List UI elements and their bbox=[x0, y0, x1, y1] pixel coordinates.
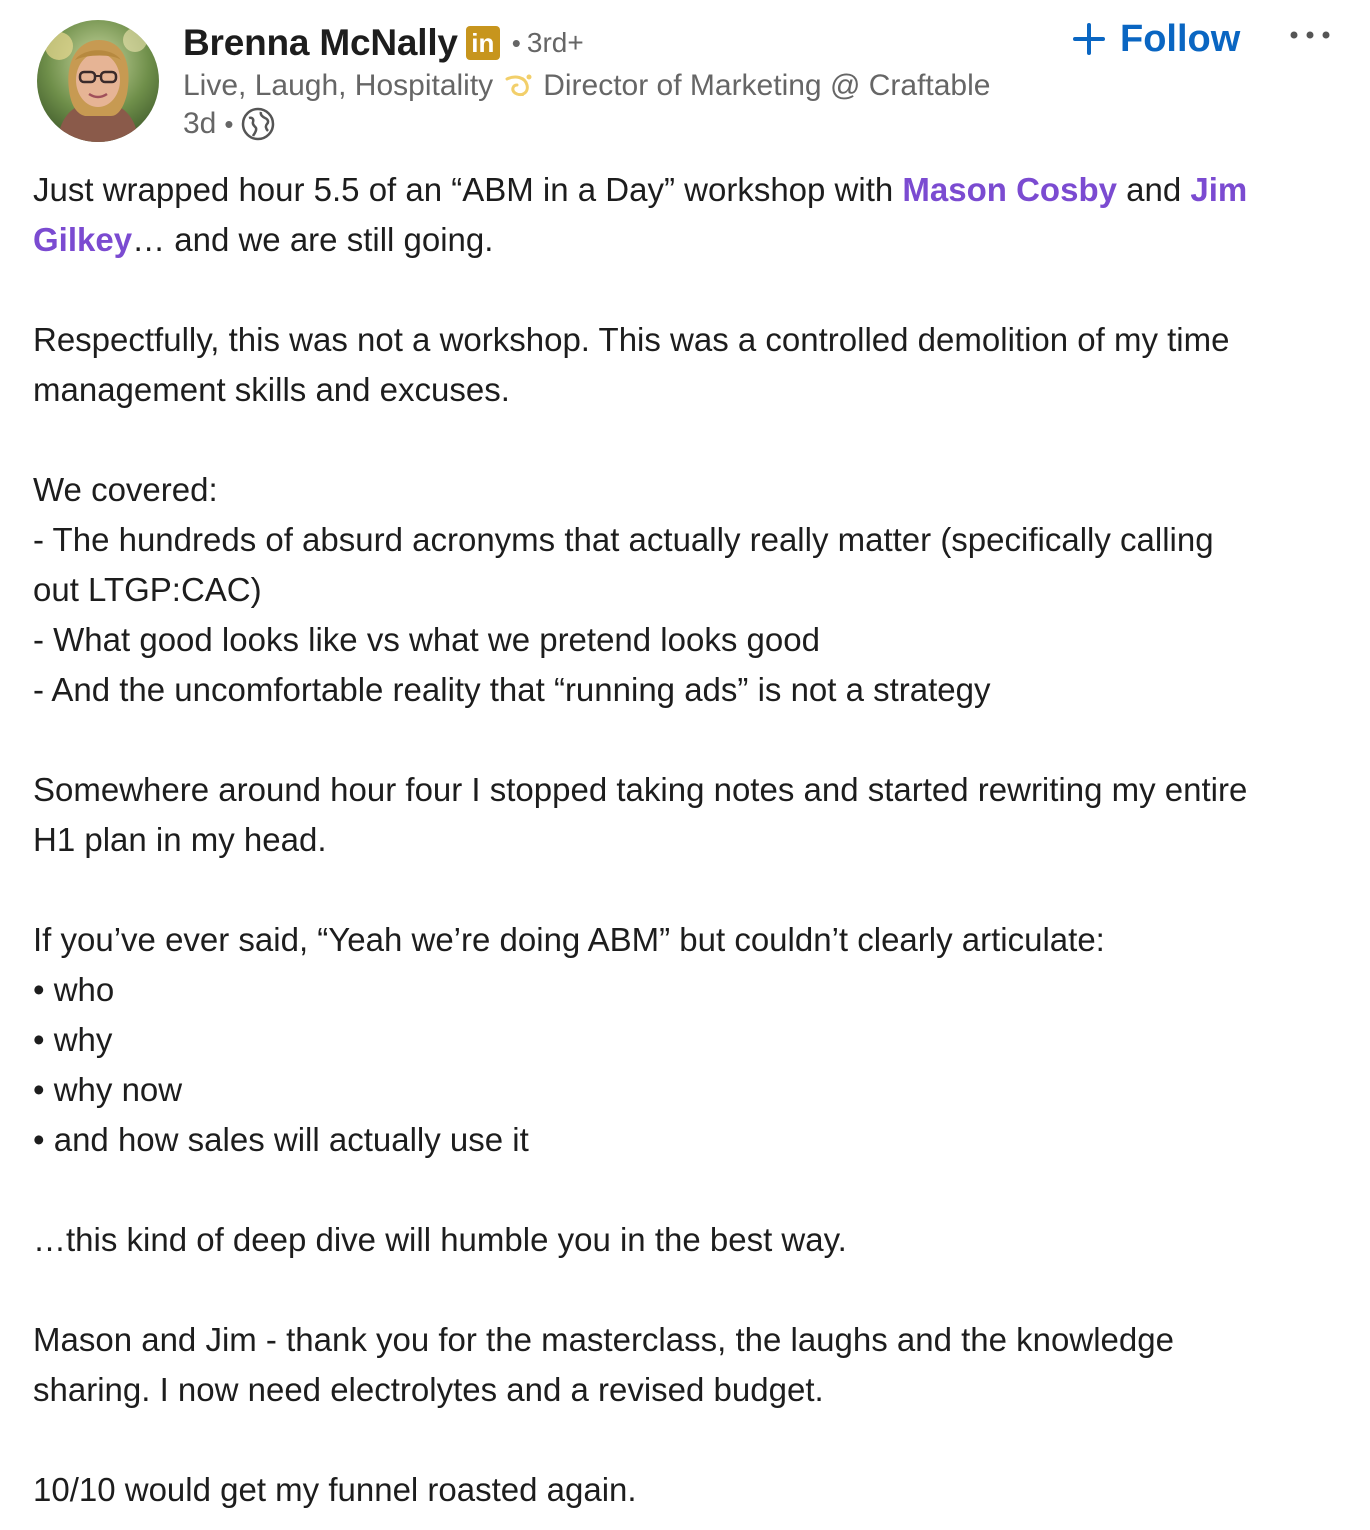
post-text: and bbox=[1116, 171, 1191, 208]
post-line: …this kind of deep dive will humble you in the best way. bbox=[33, 1221, 847, 1258]
blank-line bbox=[33, 865, 1343, 915]
more-options-button[interactable] bbox=[1284, 20, 1336, 52]
separator-dot: • bbox=[511, 27, 521, 58]
post-line: Respectfully, this was not a workshop. This was a controlled demolition of my time bbox=[33, 321, 1230, 358]
post-line bbox=[33, 165, 1343, 215]
post-line: If you’ve ever said, “Yeah we’re doing ABM” but couldn’t clearly articulate: bbox=[33, 921, 1105, 958]
author-name-row bbox=[183, 18, 584, 68]
bullet-item: • why now bbox=[33, 1071, 183, 1108]
blank-line bbox=[33, 265, 1343, 315]
bullet-item: • and how sales will actually use it bbox=[33, 1121, 529, 1158]
post-header bbox=[0, 0, 1370, 150]
post-text: Just wrapped hour 5.5 of an “ABM in a Day” workshop with bbox=[33, 171, 903, 208]
mention-mason-cosby[interactable]: Mason Cosby bbox=[902, 171, 1117, 208]
blank-line bbox=[33, 1265, 1343, 1315]
author-name[interactable]: Brenna McNally bbox=[183, 22, 458, 63]
post-line: We covered: bbox=[33, 471, 218, 508]
author-avatar[interactable] bbox=[37, 20, 159, 142]
post-timestamp: 3d bbox=[183, 107, 217, 140]
mention-jim-gilkey-part2[interactable]: Gilkey bbox=[33, 221, 133, 258]
post-line: H1 plan in my head. bbox=[33, 821, 327, 858]
post-line: Somewhere around hour four I stopped taking notes and started rewriting my entire bbox=[33, 771, 1248, 808]
bullet-item: • who bbox=[33, 971, 115, 1008]
post-text: … and we are still going. bbox=[132, 221, 494, 258]
blank-line bbox=[33, 1165, 1343, 1215]
headline-text-1: Live, Laugh, Hospitality bbox=[183, 69, 494, 102]
separator-dot: • bbox=[224, 108, 234, 139]
blank-line bbox=[33, 1415, 1343, 1465]
post-line: Mason and Jim - thank you for the masterclass, the laughs and the knowledge bbox=[33, 1321, 1174, 1358]
post-line: out LTGP:CAC) bbox=[33, 571, 262, 608]
blank-line bbox=[33, 415, 1343, 465]
post-body bbox=[33, 165, 1343, 1515]
mention-jim-gilkey-part1[interactable]: Jim bbox=[1190, 171, 1248, 208]
ellipsis-icon bbox=[1288, 27, 1332, 45]
plus-icon bbox=[1072, 22, 1106, 56]
linkedin-premium-badge: in bbox=[466, 26, 500, 60]
post-line: - What good looks like vs what we pretend looks good bbox=[33, 621, 820, 658]
post-meta bbox=[183, 104, 275, 144]
author-headline bbox=[183, 64, 990, 108]
connection-degree: 3rd+ bbox=[526, 27, 584, 58]
globe-icon[interactable] bbox=[241, 107, 275, 141]
blank-line bbox=[33, 715, 1343, 765]
post-line: - And the uncomfortable reality that “running ads” is not a strategy bbox=[33, 671, 991, 708]
follow-label: Follow bbox=[1120, 17, 1241, 60]
dizzy-icon bbox=[501, 71, 535, 101]
post-line: management skills and excuses. bbox=[33, 371, 510, 408]
bullet-item: • why bbox=[33, 1021, 113, 1058]
headline-text-2: Director of Marketing @ Craftable bbox=[543, 69, 991, 102]
post-line: - The hundreds of absurd acronyms that actually really matter (specifically calling bbox=[33, 521, 1214, 558]
post-line bbox=[33, 215, 1343, 265]
follow-button[interactable] bbox=[1072, 14, 1240, 64]
post-line: sharing. I now need electrolytes and a revised budget. bbox=[33, 1371, 824, 1408]
post-line: 10/10 would get my funnel roasted again. bbox=[33, 1471, 637, 1508]
